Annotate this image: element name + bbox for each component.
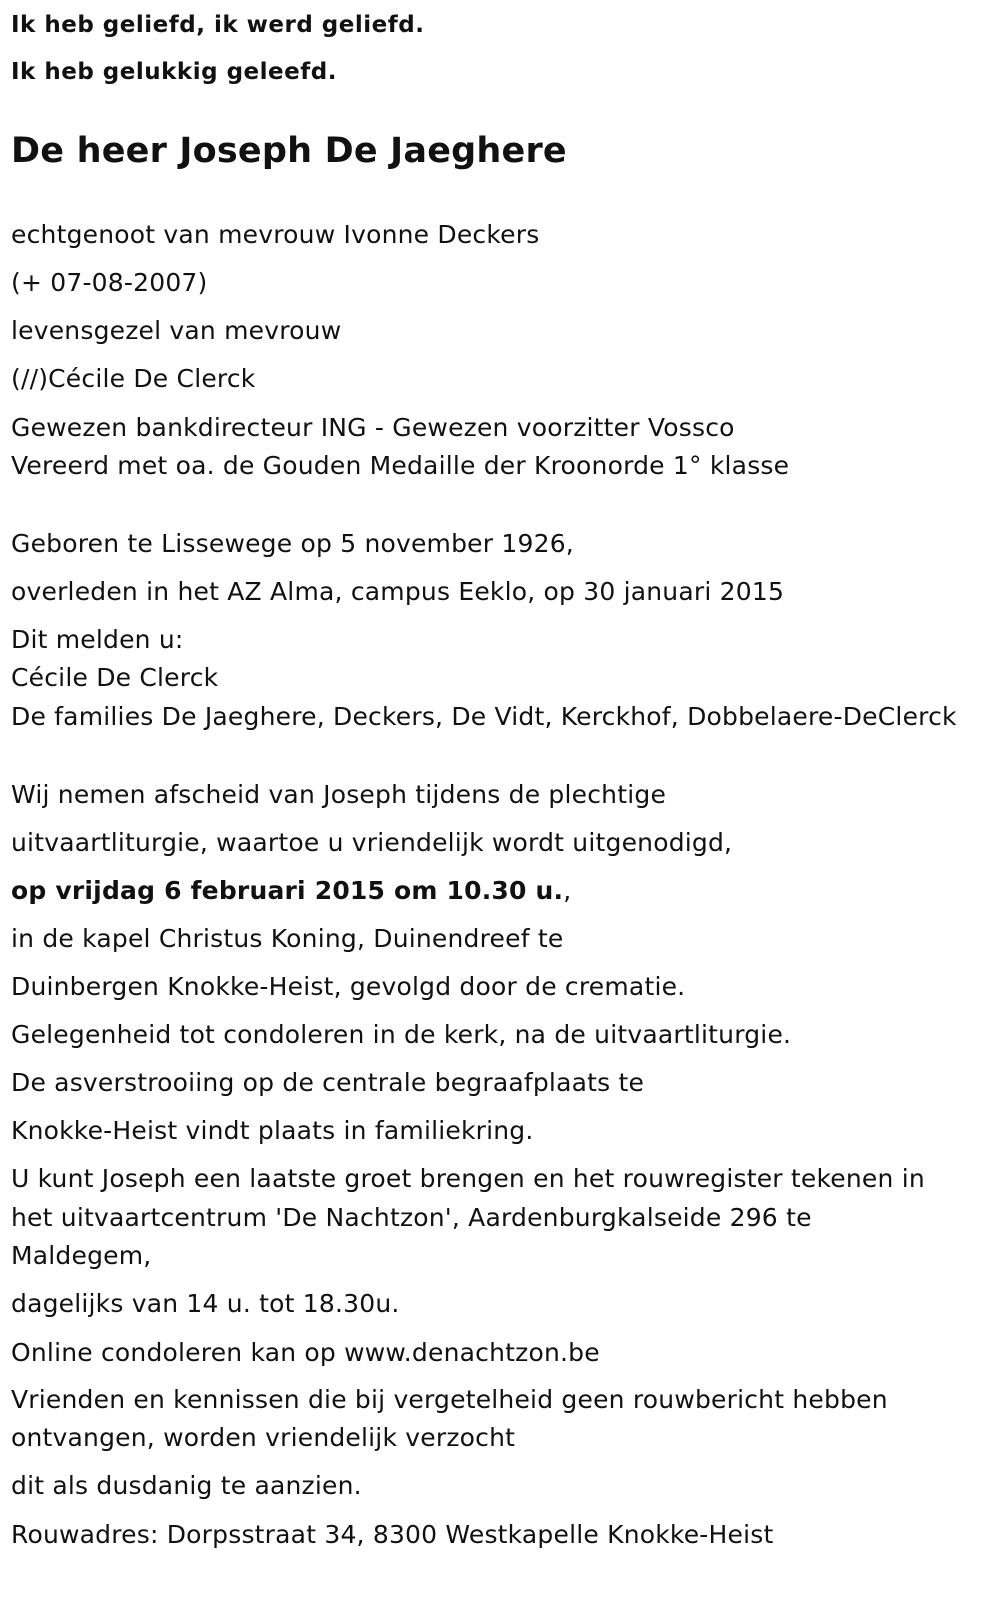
announcer-families: De families De Jaeghere, Deckers, De Vidt, Kerckhof, Dobbelaere-DeClerck (11, 702, 957, 731)
notice-line-1: Vrienden en kennissen die bij vergetelheid geen rouwbericht hebben (11, 1385, 888, 1414)
deceased-name: De heer Joseph De Jaeghere (11, 131, 567, 171)
visitation-line-3: Maldegem, (11, 1241, 152, 1270)
motto-line-1: Ik heb geliefd, ik werd geliefd. (11, 12, 425, 38)
announcer-person: Cécile De Clerck (11, 663, 219, 692)
notice-line-3: dit als dusdanig te aanzien. (11, 1471, 362, 1500)
condolence-line: Gelegenheid tot condoleren in de kerk, na de uitvaartliturgie. (11, 1020, 792, 1049)
spouse-death-date: (+ 07-08-2007) (11, 268, 208, 297)
death-line: overleden in het AZ Alma, campus Eeklo, op 30 januari 2015 (11, 577, 785, 606)
mourning-address: Rouwadres: Dorpsstraat 34, 8300 Westkapelle Knokke-Heist (11, 1520, 774, 1549)
funeral-datetime-line (11, 871, 571, 911)
spouse-line: echtgenoot van mevrouw Ivonne Deckers (11, 220, 540, 249)
funeral-datetime-suffix: , (563, 876, 572, 905)
funeral-line-1: Wij nemen afscheid van Joseph tijdens de plechtige (11, 780, 667, 809)
motto-line-2: Ik heb gelukkig geleefd. (11, 59, 337, 85)
ashes-line-1: De asverstrooiing op de centrale begraafplaats te (11, 1068, 645, 1097)
funeral-location-1: in de kapel Christus Koning, Duinendreef te (11, 924, 564, 953)
online-condolence: Online condoleren kan op www.denachtzon.be (11, 1338, 600, 1367)
visitation-line-1: U kunt Joseph een laatste groet brengen en het rouwregister tekenen in (11, 1164, 925, 1193)
visitation-line-2: het uitvaartcentrum 'De Nachtzon', Aardenburgkalseide 296 te (11, 1203, 812, 1232)
ashes-line-2: Knokke-Heist vindt plaats in familiekring. (11, 1116, 534, 1145)
career-line: Gewezen bankdirecteur ING - Gewezen voorzitter Vossco (11, 413, 735, 442)
funeral-location-2: Duinbergen Knokke-Heist, gevolgd door de crematie. (11, 972, 686, 1001)
partner-name: (//)Cécile De Clerck (11, 364, 256, 393)
notice-line-2: ontvangen, worden vriendelijk verzocht (11, 1423, 516, 1452)
visitation-hours: dagelijks van 14 u. tot 18.30u. (11, 1289, 400, 1318)
announcers-intro: Dit melden u: (11, 625, 184, 654)
funeral-datetime: op vrijdag 6 februari 2015 om 10.30 u. (11, 876, 564, 905)
birth-line: Geboren te Lissewege op 5 november 1926, (11, 529, 574, 558)
funeral-line-2: uitvaartliturgie, waartoe u vriendelijk wordt uitgenodigd, (11, 828, 733, 857)
partner-intro: levensgezel van mevrouw (11, 316, 342, 345)
honors-line: Vereerd met oa. de Gouden Medaille der Kroonorde 1° klasse (11, 451, 790, 480)
